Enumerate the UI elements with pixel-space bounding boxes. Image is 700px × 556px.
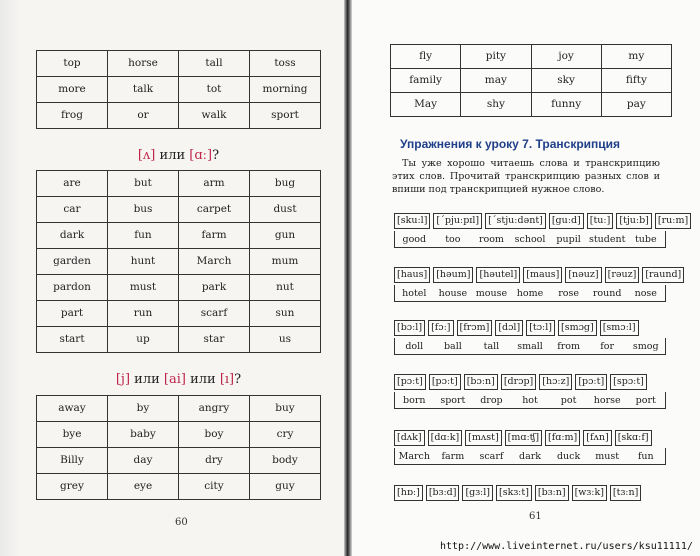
transcription-box: [bɔːl] [394,320,425,336]
table-cell: talk [108,77,179,103]
table-cell: garden [37,249,108,275]
table-cell: nut [250,275,321,301]
table-cell: cry [250,422,321,448]
transcription-box: [dʌk] [394,430,425,446]
table-cell: must [108,275,179,301]
transcription-box: [mɑːʧ] [505,430,542,446]
transcription-box: [tjuːb] [616,213,652,229]
table-cell: more [37,77,108,103]
table-cell: hunt [108,249,179,275]
table-row [37,422,321,448]
answer-word: farm [441,451,465,462]
answer-word: doll [405,341,424,352]
heading-vowel-question-1: [ʌ] или [ɑː]? [137,148,220,163]
table-row [37,327,321,353]
left-word-table-3 [36,395,321,500]
answer-word: duck [556,451,581,462]
table-cell: top [37,51,108,77]
table-cell: my [601,45,671,69]
transcription-box: [smɔg] [558,320,597,336]
table-row [37,275,321,301]
answer-word: pot [560,395,577,406]
answer-word: tall [483,341,500,352]
transcription-box: [rəuz] [605,267,640,283]
table-row [391,45,672,69]
table-cell: arm [179,171,250,197]
answer-row [394,285,666,302]
transcription-box: [həum] [433,267,473,283]
table-cell: us [250,327,321,353]
table-row [37,103,321,129]
answer-word: drop [480,395,503,406]
transcription-box: [nəuz] [565,267,601,283]
page-number-right: 61 [529,511,542,522]
table-row [37,197,321,223]
transcription-block [394,374,666,409]
transcription-block [394,213,689,248]
answer-row [394,392,666,409]
answer-word: scarf [479,451,504,462]
transcription-block [394,267,682,302]
table-cell: horse [108,51,179,77]
table-cell: day [108,448,179,474]
answer-word: port [635,395,656,406]
answer-word: tube [634,234,657,245]
table-cell: up [108,327,179,353]
transcription-box: [skuːl] [394,213,430,229]
transcription-box: [dɔl] [495,320,523,336]
answer-word: small [517,341,543,352]
table-cell: joy [531,45,601,69]
table-cell: dark [37,223,108,249]
transcription-box: [bɔːn] [464,374,498,390]
left-page-edge [0,0,20,556]
transcription-row [394,267,682,283]
table-cell: March [179,249,250,275]
transcription-box: [ruːm] [655,213,691,229]
table-cell: May [391,93,461,117]
table-cell: shy [461,93,531,117]
table-cell: mum [250,249,321,275]
table-cell: tot [179,77,250,103]
table-cell: frog [37,103,108,129]
table-cell: away [37,396,108,422]
table-cell: sky [531,69,601,93]
table-cell: morning [250,77,321,103]
left-word-table-2 [36,170,321,353]
answer-word: smog [632,341,659,352]
table-cell: grey [37,474,108,500]
answer-word: mouse [475,288,508,299]
transcription-box: [həutel] [476,267,520,283]
answer-word: for [600,341,615,352]
transcription-box: [guːd] [549,213,584,229]
transcription-row [394,430,666,446]
phoneme-1: [ʌ] [137,148,156,163]
transcription-box: [´stjuːdənt] [485,213,546,229]
answer-row [394,448,666,465]
transcription-box: [hɒː] [394,485,423,501]
transcription-box: [hɔːz] [539,374,572,390]
transcription-box: [gɜːl] [462,485,493,501]
table-row [391,93,672,117]
answer-word: nose [634,288,657,299]
transcription-block [394,320,666,355]
answer-word: sport [440,395,466,406]
table-row [37,223,321,249]
table-cell: family [391,69,461,93]
transcription-box: [bɜːd] [426,485,460,501]
transcription-box: [haus] [394,267,430,283]
table-cell: tall [179,51,250,77]
transcription-box: [fɑːm] [545,430,580,446]
table-row [37,396,321,422]
answer-word: rose [558,288,579,299]
answer-word: March [398,451,430,462]
answer-word: home [516,288,544,299]
table-cell: pay [601,93,671,117]
table-cell: funny [531,93,601,117]
answer-word: born [403,395,426,406]
table-cell: fifty [601,69,671,93]
answer-word: round [592,288,622,299]
right-word-table-1 [390,44,672,117]
table-cell: start [37,327,108,353]
answer-row [394,338,666,355]
table-cell: run [108,301,179,327]
transcription-box: [tɜːn] [610,485,641,501]
table-cell: car [37,197,108,223]
table-cell: star [179,327,250,353]
transcription-box: [bɜːn] [535,485,569,501]
table-row [37,171,321,197]
table-cell: but [108,171,179,197]
left-word-table-1 [36,50,321,129]
transcription-box: [smɔːl] [600,320,639,336]
table-cell: may [461,69,531,93]
table-cell: park [179,275,250,301]
transcription-box: [frɔm] [457,320,493,336]
watermark-url: http://www.liveinternet.ru/users/ksu11111/ [440,541,693,552]
table-cell: bye [37,422,108,448]
table-cell: buy [250,396,321,422]
table-row [37,249,321,275]
book-gutter [344,0,352,556]
answer-word: too [445,234,461,245]
transcription-box: [raund] [642,267,684,283]
table-cell: pardon [37,275,108,301]
table-cell: fun [108,223,179,249]
answer-word: must [595,451,620,462]
transcription-block [394,430,666,465]
transcription-box: [fʌn] [583,430,611,446]
answer-word: fun [637,451,654,462]
heading-vowel-question-2: [j] или [ai] или [ı]? [115,372,242,387]
transcription-box: [wɜːk] [572,485,607,501]
answer-word: dark [519,451,542,462]
table-cell: baby [108,422,179,448]
table-cell: part [37,301,108,327]
table-cell: bus [108,197,179,223]
table-cell: are [37,171,108,197]
table-cell: guy [250,474,321,500]
table-cell: dry [179,448,250,474]
table-cell: or [108,103,179,129]
answer-word: student [588,234,626,245]
answer-word: ball [443,341,462,352]
transcription-row [394,374,666,390]
answer-word: hotel [402,288,427,299]
exercise-title: Упражнения к уроку 7. Транскрипция [400,137,621,151]
answer-word: room [478,234,504,245]
table-cell: walk [179,103,250,129]
table-cell: sport [250,103,321,129]
table-cell: Billy [37,448,108,474]
table-cell: farm [179,223,250,249]
answer-word: pupil [556,234,581,245]
table-row [37,77,321,103]
answer-word: from [557,341,580,352]
table-row [391,69,672,93]
table-row [37,51,321,77]
answer-word: good [402,234,427,245]
table-cell: fly [391,45,461,69]
transcription-box: [pɔːt] [429,374,461,390]
transcription-row [394,320,666,336]
transcription-box: [spɔːt] [610,374,647,390]
table-cell: toss [250,51,321,77]
page-number-left: 60 [175,517,188,528]
table-cell: body [250,448,321,474]
transcription-row [394,213,689,229]
phoneme-2: [ɑː] [189,148,213,163]
transcription-box: [dɑːk] [428,430,463,446]
table-cell: bug [250,171,321,197]
transcription-box: [tɔːl] [526,320,555,336]
table-cell: scarf [179,301,250,327]
table-cell: city [179,474,250,500]
transcription-box: [pɔːt] [394,374,426,390]
table-cell: pity [461,45,531,69]
transcription-box: [maus] [523,267,562,283]
table-cell: dust [250,197,321,223]
table-cell: boy [179,422,250,448]
table-cell: eye [108,474,179,500]
transcription-box: [skɜːt] [496,485,532,501]
table-row [37,301,321,327]
answer-word: horse [593,395,621,406]
transcription-block [394,485,666,501]
transcription-box: [drɔp] [501,374,536,390]
transcription-box: [pɔːt] [575,374,607,390]
answer-row [394,231,666,248]
transcription-box: [skɑːf] [615,430,652,446]
table-row [37,448,321,474]
answer-word: school [514,234,546,245]
transcription-row [394,485,666,501]
table-cell: sun [250,301,321,327]
exercise-instructions: Ты уже хорошо читаешь слова и транскрипцию этих слов. Прочитай транскрипцию разных слов и впиши под транскрипцией нужное слово. [392,158,660,195]
transcription-box: [tuː] [587,213,614,229]
answer-word: hot [522,395,538,406]
table-cell: angry [179,396,250,422]
answer-word: house [438,288,468,299]
table-cell: gun [250,223,321,249]
transcription-box: [mʌst] [465,430,501,446]
transcription-box: [fɔː] [428,320,453,336]
table-cell: by [108,396,179,422]
table-row [37,474,321,500]
table-cell: carpet [179,197,250,223]
transcription-box: [´pjuːpɪl] [433,213,482,229]
